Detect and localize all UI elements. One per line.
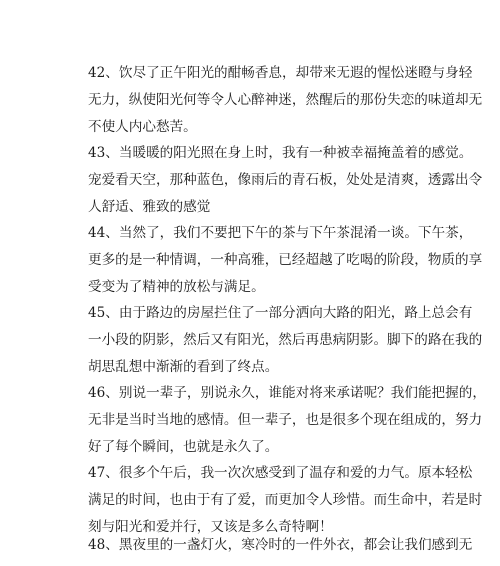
paragraph-line: 胡思乱想中渐渐的看到了终点。: [88, 359, 279, 375]
paragraph-line: 无非是当时当地的感情。但一辈子，也是很多个现在组成的，努力: [88, 412, 483, 428]
paragraph-line: 无力，纵使阳光何等令人心醉神迷，然醒后的那份失恋的味道却无: [88, 92, 483, 108]
paragraph-line: 宠爱看天空，那种蓝色，像雨后的青石板，处处是清爽，透露出令: [88, 172, 483, 188]
paragraph-line: 刻与阳光和爱并行，又该是多么奇特啊！: [88, 519, 333, 535]
paragraph-line: 一小段的阴影，然后又有阳光，然后再患病阴影。脚下的路在我的: [88, 332, 483, 348]
paragraph-line: 不使人内心愁苦。: [88, 119, 197, 135]
paragraph-line: 43、当暖暖的阳光照在身上时，我有一种被幸福掩盖着的感觉。: [88, 145, 473, 161]
paragraph-48: [88, 532, 473, 559]
paragraph-line: 满足的时间，也由于有了爱，而更加令人珍惜。而生命中，若是时: [88, 492, 483, 508]
paragraph-45: [88, 300, 483, 381]
paragraph-line: 人舒适、雅致的感觉: [88, 199, 211, 215]
paragraph-line: 好了每个瞬间，也就是永久了。: [88, 439, 279, 455]
paragraph-line: 47、很多个午后，我一次次感受到了温存和爱的力气。原本轻松: [88, 465, 473, 481]
paragraph-line: 42、饮尽了正午阳光的酣畅香息，却带来无遐的惺忪迷瞪与身轻: [88, 65, 473, 81]
paragraph-44: [88, 220, 483, 301]
paragraph-line: 44、当然了，我们不要把下午的茶与下午茶混淆一谈。下午茶，: [88, 225, 473, 241]
paragraph-43: [88, 140, 483, 221]
paragraph-47: [88, 460, 483, 541]
paragraph-line: 48、黑夜里的一盏灯火，寒冷时的一件外衣，都会让我们感到无: [88, 537, 473, 553]
paragraph-line: 46、别说一辈子，别说永久，谁能对将来承诺呢？我们能把握的，: [88, 385, 486, 401]
paragraph-line: 更多的是一种情调，一种高雅，已经超越了吃喝的阶段，物质的享: [88, 252, 483, 268]
paragraph-line: 受变为了精神的放松与满足。: [88, 279, 265, 295]
paragraph-line: 45、由于路边的房屋拦住了一部分洒向大路的阳光，路上总会有: [88, 305, 473, 321]
paragraph-42: [88, 60, 483, 141]
paragraph-46: [88, 380, 486, 461]
